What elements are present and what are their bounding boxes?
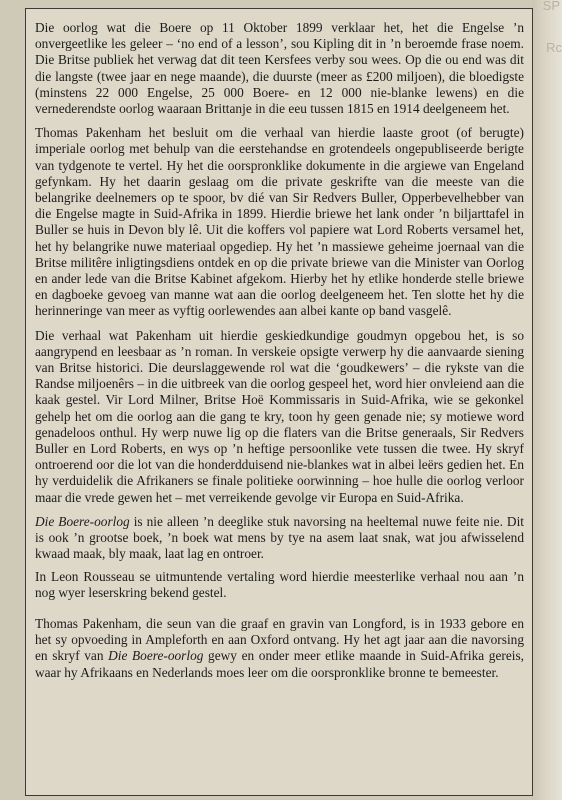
cover-text-page <box>25 8 533 796</box>
paragraph-sources <box>35 125 524 319</box>
paragraph-text: is nie alleen ’n deeglike stuk navorsing na heeltemal nuwe feite nie. Dit is ook ’n grootse boek, ’n boek wat mens by tye na asem laat snak, wat jou afwisselend kwaad maak, bly maak, laat lag en ontroer. <box>35 513 524 562</box>
paragraph-text: In Leon Rousseau se uitmuntende vertaling word hierdie meesterlike verhaal nou aan ’n nog wyer leserskring bekend gestel. <box>35 568 524 600</box>
paragraph-text: Die oorlog wat die Boere op 11 Oktober 1899 verklaar het, het die Engelse ’n onvergeetlike les geleer – ‘no end of a lesson’, sou Kipling dit in ’n beroemde frase noem. Die Britse publiek het verwag dat dit teen Kersfees verby sou wees. Op die ou end was dit die langste (twee jaar en nege maande), die duurste (meer as £200 miljoen), die bloedigste (minstens 22 000 Engelse, 25 000 Boere- en 12 000 nie-blanke lewens) en die vernederendste oorlog waaraan Brittanje in die eeu tussen 1815 en 1914 deelgeneem het. <box>35 20 524 117</box>
paragraph-text: Thomas Pakenham, die seun van die graaf en gravin van Longford, is in 1933 gebore en het sy opvoeding in Ampleforth en aan Oxford ontvang. Hy het agt jaar aan die navorsing en skryf van <box>35 615 524 664</box>
edge-mark-mid: Rc <box>546 40 562 55</box>
paragraph-text: Thomas Pakenham het besluit om die verhaal van hierdie laaste groot (of berugte) imperiale oorlog met behulp van die eerstehandse en grotendeels ongepubliseerde berigte van tydgenote te vertel. Hy het die oorspronklike dokumente in die argiewe van Engeland gefynkam. Hy het daarin geslaag om die private geskrifte van die meeste van die belangrike deelnemers op te spoor, bv dié van Sir Redvers Buller, Opperbevelhebber van die Engelse magte in Suid-Afrika in 1899. Hierdie briewe het lank onder ’n biljarttafel in Buller se huis in Devon bly lê. Uit die koffers vol papiere wat Lord Roberts versamel het, het hy belangrike nuwe materiaal opgediep. Hy het ’n massiewe geheime joernaal van die Britse militêre inligtingsdiens ontdek en op die private briewe van die Minister van Oorlog en ander lede van die Britse Kabinet afgekom. Hierby het hy etlike honderde stelle briewe en dagboeke gevoeg van manne wat aan die oorlog deelgeneem het. Ten slotte het hy die herinneringe van meer as vyftig oorlewendes aan albei kante op band vasgelê. <box>35 125 524 319</box>
paragraph-translation <box>35 569 524 601</box>
paragraph-intro <box>35 20 524 117</box>
book-title: Die Boere-oorlog <box>108 648 204 664</box>
edge-mark-top: SP <box>542 0 560 13</box>
paragraph-author-bio <box>35 616 524 681</box>
paragraph-text: Die verhaal wat Pakenham uit hierdie geskiedkundige goudmyn opgebou het, is so aangrypend en leesbaar as ’n roman. In verskeie opsigte verwerp hy die aanvaarde siening van Britse historici. Die deurslaggewende rol wat die ‘goudkewers’ – die rykste van die Randse miljoenêrs – in die uitbreek van die oorlog gespeel het, word hier onvleiend aan die kaak gestel. Vir Lord Milner, Britse Hoë Kommissaris in Suid-Afrika, wie se gekonkel gehelp het om die oorlog aan die gang te kry, toon hy geen genade nie; sy motiewe word genadeloos onthul. Hy werp nuwe lig op die flaters van die Britse generaals, Sir Redvers Buller en Lord Roberts, en wys op ’n heftige persoonlike vete tussen die twee. Hy skryf ontroerend oor die lot van die honderdduisend nie-blankes wat in albei leërs gedien het. En hy verduidelik die Afrikaners se finale politieke oorwinning – hoe hulle die oorlog verloor maar die vrede gewen het – met verreikende gevolge vir Europa en Suid-Afrika. <box>35 327 524 505</box>
scan-edge <box>532 0 562 800</box>
book-title: Die Boere-oorlog <box>35 513 130 529</box>
paragraph-praise <box>35 514 524 563</box>
paragraph-text: gewy en onder meer etlike maande in Suid-Afrika gereis, waar hy Afrikaans en Nederlands moes leer om die oorspronklike bronne te bemeester. <box>35 648 524 680</box>
paragraph-story <box>35 328 524 506</box>
